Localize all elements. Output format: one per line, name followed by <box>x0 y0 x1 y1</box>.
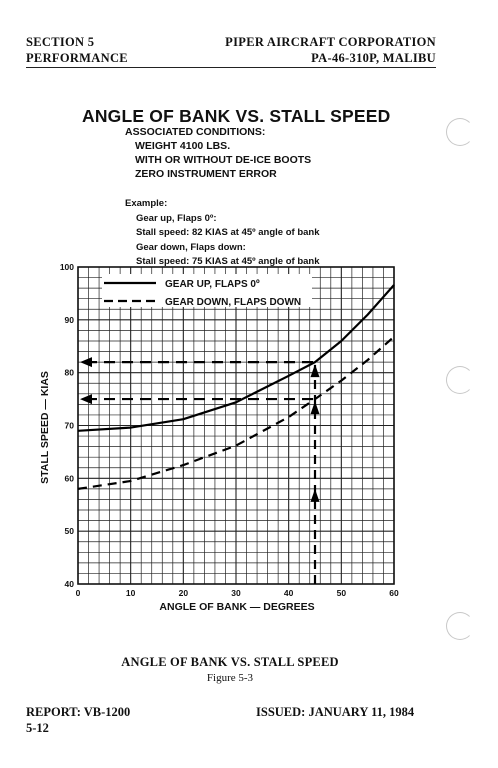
chart-title: ANGLE OF BANK VS. STALL SPEED <box>82 106 391 126</box>
y-tick-label: 60 <box>64 473 74 484</box>
model-label: PA-46-310P, MALIBU <box>311 51 436 65</box>
binder-hole <box>446 612 474 640</box>
x-tick-label: 30 <box>231 588 241 598</box>
performance-label: PERFORMANCE <box>26 51 128 65</box>
company-label: PIPER AIRCRAFT CORPORATION <box>225 35 436 49</box>
legend-label-gear-up: GEAR UP, FLAPS 0º <box>165 279 260 290</box>
x-tick-label: 60 <box>389 588 399 598</box>
y-tick-label: 100 <box>59 262 74 272</box>
conditions-heading: ASSOCIATED CONDITIONS: <box>125 126 266 138</box>
arrow-left-icon <box>80 357 92 367</box>
example-line: Stall speed: 82 KIAS at 45º angle of bank <box>136 227 320 238</box>
binder-hole <box>446 118 474 146</box>
legend-label-gear-down: GEAR DOWN, FLAPS DOWN <box>165 297 302 308</box>
arrow-up-icon <box>311 364 320 377</box>
y-tick-label: 90 <box>64 314 74 325</box>
figure-number: Figure 5-3 <box>206 672 254 684</box>
report-number: REPORT: VB-1200 <box>26 705 131 719</box>
example-heading: Example: <box>125 198 168 209</box>
arrow-up-icon <box>311 401 320 414</box>
binder-hole <box>446 366 474 394</box>
section-label: SECTION 5 <box>26 35 95 49</box>
condition-item: ZERO INSTRUMENT ERROR <box>135 168 277 180</box>
arrow-left-icon <box>80 394 92 404</box>
x-tick-label: 0 <box>75 588 81 598</box>
y-tick-label: 40 <box>64 579 74 589</box>
condition-item: WEIGHT 4100 LBS. <box>135 140 231 152</box>
y-tick-label: 70 <box>64 420 74 431</box>
x-tick-label: 20 <box>178 588 189 598</box>
x-tick-label: 50 <box>336 588 347 598</box>
figure-caption: ANGLE OF BANK VS. STALL SPEED <box>121 655 339 669</box>
issued-date: ISSUED: JANUARY 11, 1984 <box>256 705 415 719</box>
y-tick-label: 80 <box>64 367 74 378</box>
footer-left <box>26 704 130 736</box>
x-axis-label: ANGLE OF BANK — DEGREES <box>159 601 315 613</box>
page-number: 5-12 <box>26 721 49 735</box>
example-line: Stall speed: 75 KIAS at 45º angle of bank <box>136 256 320 267</box>
example-line: Gear up, Flaps 0º: <box>136 212 217 224</box>
x-tick-label: 10 <box>125 588 136 598</box>
arrow-up-icon <box>311 489 320 502</box>
y-axis-label: STALL SPEED — KIAS <box>39 371 51 484</box>
example-line: Gear down, Flaps down: <box>136 241 246 253</box>
y-tick-label: 50 <box>64 526 74 537</box>
x-tick-label: 40 <box>283 588 294 598</box>
condition-item: WITH OR WITHOUT DE-ICE BOOTS <box>135 154 312 166</box>
